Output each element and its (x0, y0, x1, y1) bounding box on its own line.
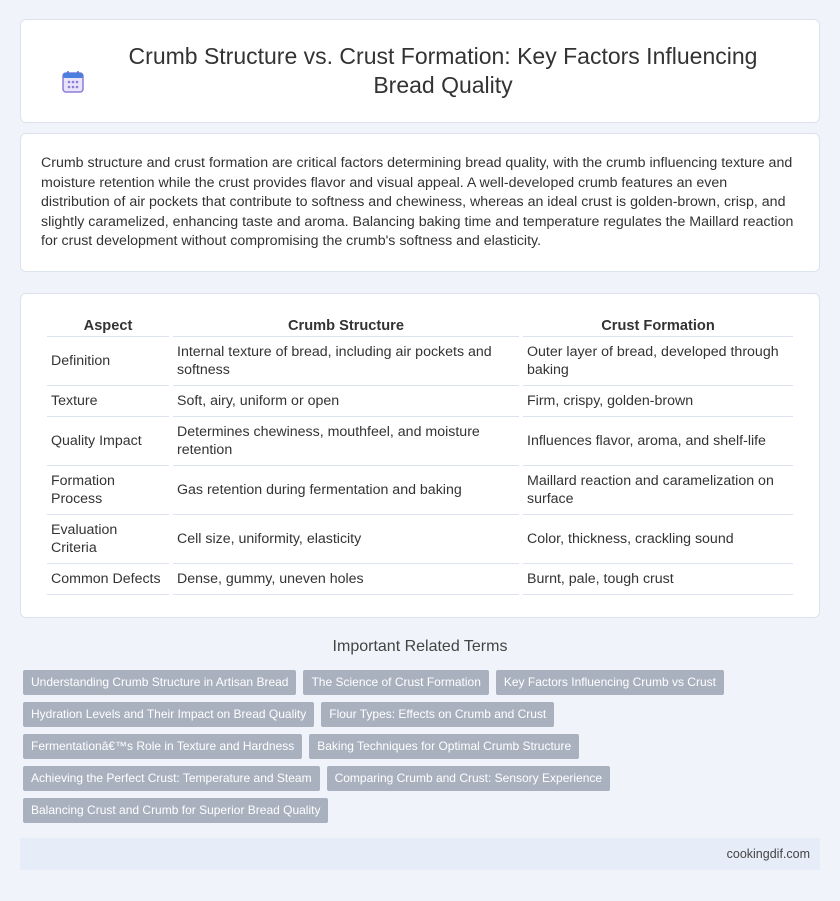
header-crumb-structure: Crumb Structure (173, 314, 519, 337)
cell-crumb: Gas retention during fermentation and baking (173, 466, 519, 515)
cell-crust: Outer layer of bread, developed through baking (523, 337, 793, 386)
related-term-tag[interactable]: The Science of Crust Formation (303, 670, 488, 695)
table-row (47, 466, 793, 515)
cell-aspect: Quality Impact (47, 417, 169, 466)
cell-crust: Firm, crispy, golden-brown (523, 386, 793, 417)
cell-crumb: Determines chewiness, mouthfeel, and moisture retention (173, 417, 519, 466)
related-term-tag[interactable]: Key Factors Influencing Crumb vs Crust (496, 670, 724, 695)
related-term-tag[interactable]: Achieving the Perfect Crust: Temperature and Steam (23, 766, 320, 791)
table-header-row (47, 314, 793, 337)
intro-card (20, 133, 820, 272)
footer (20, 838, 820, 870)
table-row (47, 515, 793, 564)
cell-crust: Burnt, pale, tough crust (523, 564, 793, 595)
table-row (47, 386, 793, 417)
comparison-table (43, 314, 797, 595)
related-term-tag[interactable]: Baking Techniques for Optimal Crumb Structure (309, 734, 579, 759)
related-term-tag[interactable]: Understanding Crumb Structure in Artisan Bread (23, 670, 296, 695)
header-card (20, 19, 820, 123)
cell-aspect: Evaluation Criteria (47, 515, 169, 564)
cell-crust: Influences flavor, aroma, and shelf-life (523, 417, 793, 466)
cell-aspect: Definition (47, 337, 169, 386)
related-term-tag[interactable]: Comparing Crumb and Crust: Sensory Experience (327, 766, 610, 791)
related-term-tag[interactable]: Hydration Levels and Their Impact on Bread Quality (23, 702, 314, 727)
cell-crust: Color, thickness, crackling sound (523, 515, 793, 564)
header-crust-formation: Crust Formation (523, 314, 793, 337)
cell-aspect: Texture (47, 386, 169, 417)
related-terms-title: Important Related Terms (332, 638, 508, 655)
cell-crumb: Internal texture of bread, including air pockets and softness (173, 337, 519, 386)
related-term-tag[interactable]: Flour Types: Effects on Crumb and Crust (321, 702, 554, 727)
cell-crumb: Cell size, uniformity, elasticity (173, 515, 519, 564)
footer-site-link[interactable]: cookingdif.com (726, 847, 810, 861)
related-term-tag[interactable]: Fermentationâ€™s Role in Texture and Hardness (23, 734, 302, 759)
comparison-table-card (20, 293, 820, 618)
table-row (47, 417, 793, 466)
header-aspect: Aspect (47, 314, 169, 337)
page-title: Crumb Structure vs. Crust Formation: Key Factors Influencing Bread Quality (128, 43, 758, 98)
related-terms-list (23, 670, 820, 830)
cell-crust: Maillard reaction and caramelization on surface (523, 466, 793, 515)
cell-aspect: Formation Process (47, 466, 169, 515)
related-term-tag[interactable]: Balancing Crust and Crumb for Superior Bread Quality (23, 798, 328, 823)
table-row (47, 337, 793, 386)
cell-aspect: Common Defects (47, 564, 169, 595)
intro-text: Crumb structure and crust formation are critical factors determining bread quality, with the crumb influencing texture and moisture retention while the crust provides flavor and visual appeal. A well-developed crumb features an even distribution of air pockets that contribute to softness and chewiness, whereas an ideal crust is golden-brown, crisp, and slightly caramelized, enhancing taste and aroma. Balancing baking time and temperature regulates the Maillard reaction for crust development without compromising the crumb's softness and elasticity. (41, 155, 794, 250)
cell-crumb: Soft, airy, uniform or open (173, 386, 519, 417)
cell-crumb: Dense, gummy, uneven holes (173, 564, 519, 595)
table-row (47, 564, 793, 595)
calendar-icon (61, 70, 85, 94)
